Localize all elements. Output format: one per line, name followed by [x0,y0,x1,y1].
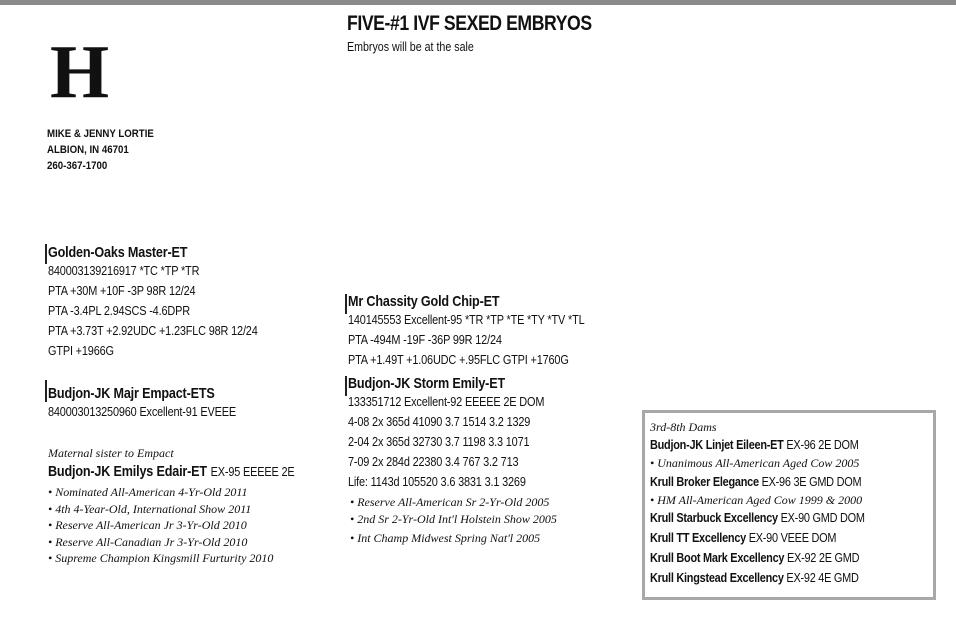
info-line: 840003139216917 *TC *TP *TR [48,263,200,278]
award-item: • Int Champ Midwest Spring Nat'l 2005 [350,531,541,545]
info-line: 140145553 Excellent-95 *TR *TP *TE *TY *TV *TL [348,312,585,327]
dam-entry [650,435,865,455]
record-line: Life: 1143d 105520 3.6 3831 3.1 3269 [348,474,526,489]
info-line: 840003013250960 Excellent-91 EVEEE [48,404,236,419]
dam-entry-note: • HM All-American Aged Cow 1999 & 2000 [650,492,863,507]
award-item: • Reserve All-Canadian Jr 3-Yr-Old 2010 [48,534,248,549]
award-item: • 4th 4-Year-Old, International Show 2011 [48,501,252,516]
info-line: PTA +3.73T +2.92UDC +1.23FLC 98R 12/24 [48,323,258,338]
dam-entry [650,472,865,492]
sire-name: Mr Chassity Gold Chip-ET [348,293,500,310]
record-line: 2-04 2x 365d 32730 3.7 1198 3.3 1071 [348,434,530,449]
sire-block [348,293,584,370]
award-item: • Reserve All-American Jr 3-Yr-Old 2010 [48,518,247,532]
info-line: PTA -3.4PL 2.94SCS -4.6DPR [48,303,190,318]
dam-entry-name: Krull TT Excellency [650,530,746,545]
maternal-sister-score: EX-95 EEEEE 2E [210,464,295,479]
owner-name: MIKE & JENNY LORTIE [47,128,154,140]
pedigree-bar-mid [45,380,47,402]
maternal-sister-heading [48,462,295,484]
award-item: • Reserve All-American Sr 2-Yr-Old 2005 [350,495,550,509]
pedigree-bar-dam [345,376,347,396]
dam-entry-score: EX-90 VEEE DOM [748,530,837,545]
award-item: • Supreme Champion Kingsmill Furturity 2010 [48,551,274,565]
dam-entry-score: EX-96 3E GMD DOM [761,473,862,489]
dam-name: Budjon-JK Storm Emily-ET [348,375,505,392]
pedigree-bar-top [45,244,47,264]
dam-entry-name: Krull Boot Mark Excellency [650,550,785,565]
pedigree-bar-sire [345,294,347,314]
dam-entry-name: Krull Broker Elegance [650,473,759,489]
info-line: PTA +30M +10F -3P 98R 12/24 [48,283,196,298]
page-subtitle: Embryos will be at the sale [347,39,474,54]
dam-entry-score: EX-96 2E DOM [786,437,859,452]
owner-city: ALBION, IN 46701 [47,144,129,156]
dam-entry [650,548,865,568]
maternal-sister-note: Maternal sister to Empact [48,446,174,460]
dam-entry-name: Krull Starbuck Excellency [650,510,778,525]
info-line: PTA +1.49T +1.06UDC +.95FLC GTPI +1760G [348,352,569,367]
dam-entry-note: • Unanimous All-American Aged Cow 2005 [650,456,860,470]
dam-sire-block [48,385,236,422]
owner-phone: 260-367-1700 [47,160,108,172]
dam-entry-score: EX-92 4E GMD [786,570,859,585]
dams-box-content [650,419,906,588]
dam-entry [650,528,865,548]
info-line: 133351712 Excellent-92 EEEEE 2E DOM [348,394,545,409]
record-line: 4-08 2x 365d 41090 3.7 1514 3.2 1329 [348,414,531,429]
maternal-grandsire-block [48,244,258,361]
dam-entry-name: Krull Kingstead Excellency [650,570,784,585]
farm-logo-letter: H [50,30,110,114]
dams-box-heading: 3rd-8th Dams [650,420,717,434]
top-rule [0,0,956,5]
info-line: PTA -494M -19F -36P 99R 12/24 [348,332,502,347]
maternal-sister-name: Budjon-JK Emilys Edair-ET [48,463,207,480]
dam-entry [650,568,865,588]
award-item: • Nominated All-American 4-Yr-Old 2011 [48,485,248,499]
dam-entry-name: Budjon-JK Linjet Eileen-ET [650,437,784,452]
maternal-grandsire-name: Golden-Oaks Master-ET [48,244,188,261]
award-item: • 2nd Sr 2-Yr-Old Int'l Holstein Show 2005 [350,511,557,526]
maternal-sister-block [48,445,341,567]
record-line: 7-09 2x 284d 22380 3.4 767 3.2 713 [348,454,519,469]
dam-sire-name: Budjon-JK Majr Empact-ETS [48,385,215,402]
dam-entry-score: EX-90 GMD DOM [780,510,865,525]
dam-entry-score: EX-92 2E GMD [787,550,860,565]
owner-info [47,126,154,174]
dam-block [348,375,544,492]
info-line: GTPI +1966G [48,343,114,358]
page-title: FIVE-#1 IVF SEXED EMBRYOS [347,12,592,35]
dam-entry [650,508,865,528]
dam-awards [350,494,557,547]
